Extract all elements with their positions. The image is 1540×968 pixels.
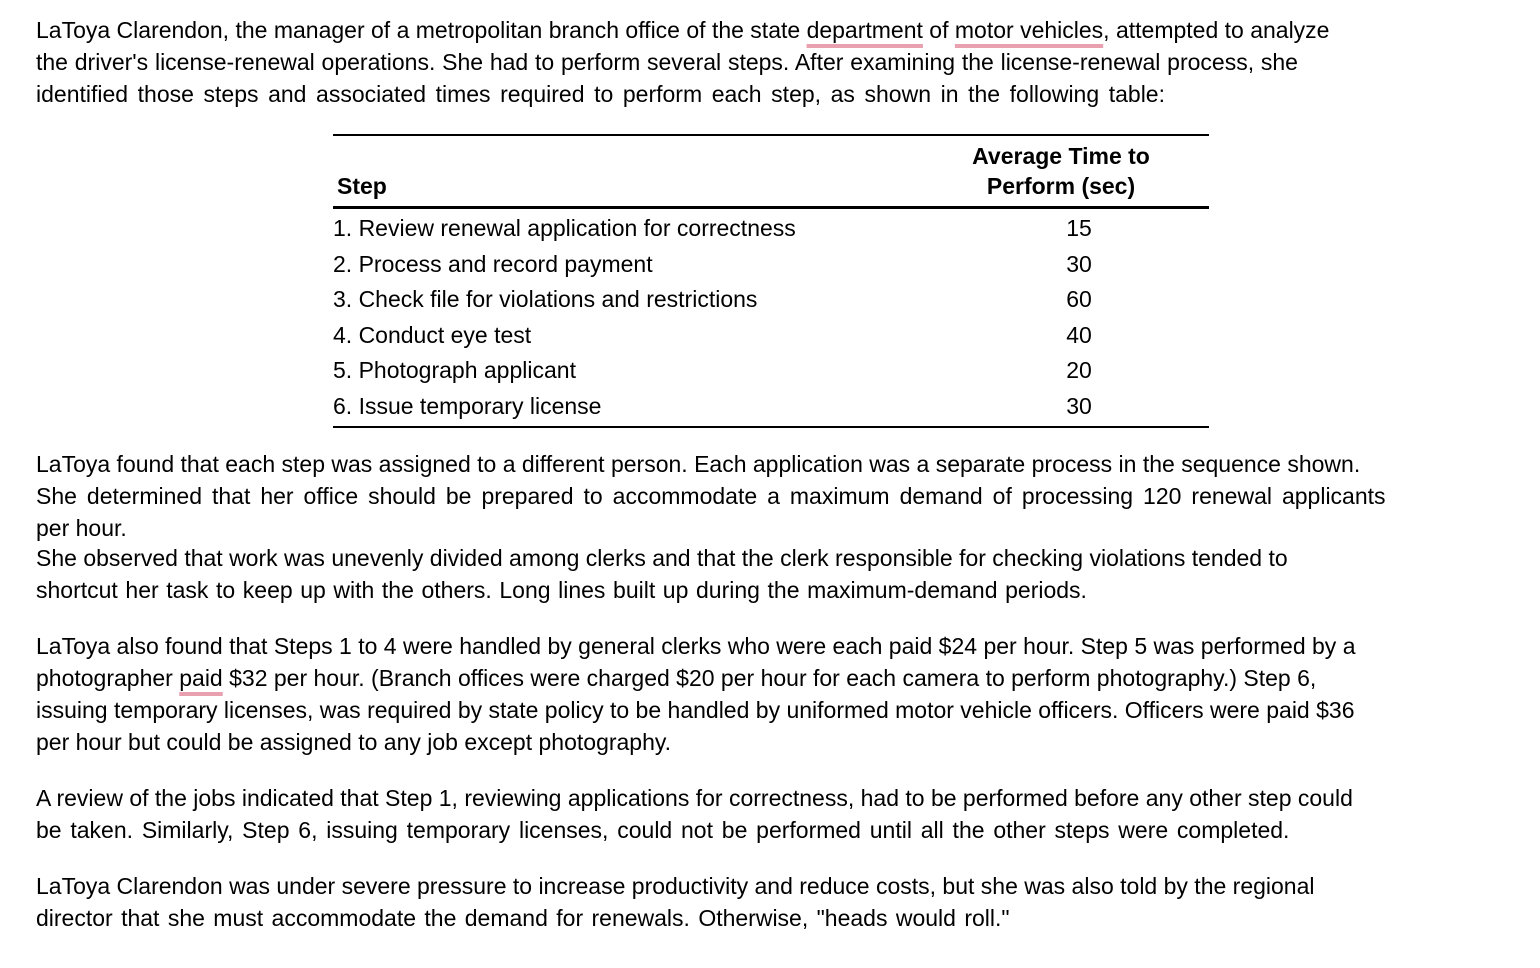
intro-paragraph bbox=[36, 14, 1484, 110]
pressure-line-1: LaToya Clarendon was under severe pressure to increase productivity and reduce costs, but she was also told by the regional bbox=[36, 873, 1315, 899]
step-cell: 3. Check file for violations and restrictions bbox=[333, 286, 758, 312]
observation-line-2: shortcut her task to keep up with the others. Long lines built up during the maximum-demand periods. bbox=[36, 577, 1087, 603]
observation-line-1: She observed that work was unevenly divided among clerks and that the clerk responsible for checking violations tended to bbox=[36, 545, 1288, 571]
table-row bbox=[333, 353, 1209, 389]
demand-paragraph bbox=[36, 448, 1484, 544]
step-cell: 5. Photograph applicant bbox=[333, 357, 576, 383]
step-cell: 2. Process and record payment bbox=[333, 250, 653, 277]
sequence-line-2: be taken. Similarly, Step 6, issuing temporary licenses, could not be performed until all the other steps were completed. bbox=[36, 817, 1290, 843]
staffing-line-2 bbox=[36, 662, 1484, 694]
staffing-line-4: per hour but could be assigned to any job except photography. bbox=[36, 729, 672, 755]
time-cell: 40 bbox=[1066, 321, 1092, 348]
staffing-line-1: LaToya also found that Steps 1 to 4 were handled by general clerks who were each paid $24 per hour. Step 5 was performed by a bbox=[36, 633, 1356, 659]
step-cell: 4. Conduct eye test bbox=[333, 321, 532, 348]
header-step: Step bbox=[337, 173, 387, 199]
table-row bbox=[333, 211, 1209, 247]
pressure-paragraph bbox=[36, 870, 1484, 934]
table-row bbox=[333, 282, 1209, 318]
staffing-line-3: issuing temporary licenses, was required by state policy to be handled by uniformed motor vehicle officers. Officers were paid $36 bbox=[36, 697, 1355, 723]
table-bottom-rule bbox=[333, 426, 1209, 428]
table-row bbox=[333, 389, 1209, 425]
table-row bbox=[333, 247, 1209, 283]
table-body bbox=[333, 209, 1209, 424]
step-cell: 6. Issue temporary license bbox=[333, 392, 602, 419]
intro-line-2: the driver's license-renewal operations. She had to perform several steps. After examining the license-renewal process, she bbox=[36, 49, 1298, 75]
steps-table bbox=[333, 134, 1209, 428]
intro-line-3: identified those steps and associated times required to perform each step, as shown in the following table: bbox=[36, 81, 1165, 107]
intro-text: of bbox=[922, 17, 955, 43]
demand-line-2: She determined that her office should be prepared to accommodate a maximum demand of processing 120 renewal applicants bbox=[36, 483, 1386, 509]
spellcheck-word-paid: paid bbox=[179, 665, 223, 691]
sequence-line-1: A review of the jobs indicated that Step 1, reviewing applications for correctness, had to be performed before any other step could bbox=[36, 785, 1353, 811]
demand-line-1: LaToya found that each step was assigned to a different person. Each application was a separate process in the sequence shown. bbox=[36, 451, 1361, 477]
time-cell: 20 bbox=[1066, 357, 1092, 383]
observation-paragraph bbox=[36, 542, 1484, 606]
intro-text: , attempted to analyze bbox=[1103, 17, 1330, 43]
header-time-line-1: Average Time to bbox=[972, 143, 1150, 169]
time-cell: 30 bbox=[1066, 392, 1092, 419]
time-cell: 60 bbox=[1066, 286, 1092, 312]
table-header bbox=[333, 136, 1209, 206]
pressure-line-2: director that she must accommodate the demand for renewals. Otherwise, "heads would roll." bbox=[36, 905, 1010, 931]
time-cell: 30 bbox=[1066, 250, 1092, 277]
staffing-paragraph bbox=[36, 630, 1484, 758]
intro-line-1 bbox=[36, 14, 1484, 46]
table-row bbox=[333, 318, 1209, 354]
header-time-line-2: Perform (sec) bbox=[986, 173, 1136, 199]
staffing-text: photographer bbox=[36, 665, 180, 691]
staffing-text: $32 per hour. (Branch offices were charged $20 per hour for each camera to perform photography.) Step 6, bbox=[222, 665, 1317, 691]
header-average-time bbox=[951, 141, 1171, 201]
spellcheck-word-department: department bbox=[806, 17, 923, 43]
step-cell: 1. Review renewal application for correctness bbox=[333, 215, 796, 241]
sequence-paragraph bbox=[36, 782, 1484, 846]
time-cell: 15 bbox=[1066, 215, 1092, 241]
spellcheck-word-motor-vehicles: motor vehicles bbox=[954, 17, 1104, 43]
demand-line-3: per hour. bbox=[36, 515, 127, 541]
intro-text: LaToya Clarendon, the manager of a metropolitan branch office of the state bbox=[36, 17, 807, 43]
